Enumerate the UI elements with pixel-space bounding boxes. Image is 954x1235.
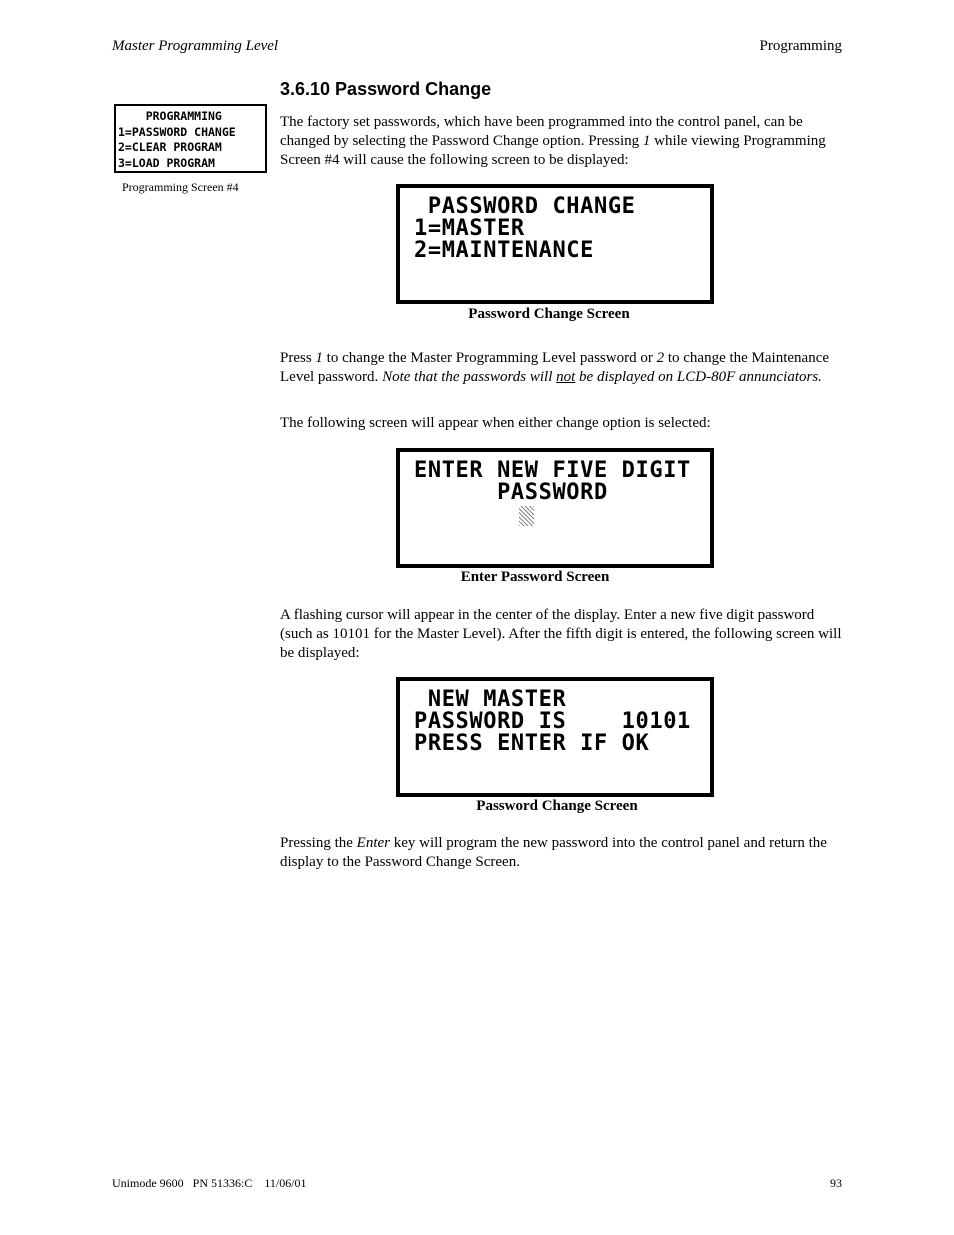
lcd-line: PASSWORD [414, 480, 608, 505]
paragraph-following: The following screen will appear when either change option is selected: [280, 415, 711, 431]
lcd-line: 1=PASSWORD CHANGE [118, 124, 236, 139]
programming-screen-caption: Programming Screen #4 [122, 180, 239, 194]
paragraph-enter: Pressing the Enter key will program the new password into the control panel and return the display to the Password Change Screen. [280, 835, 827, 870]
programming-screen-4 [114, 104, 267, 173]
header-left: Master Programming Level [112, 38, 279, 54]
paragraph-cursor: A flashing cursor will appear in the center of the display. Enter a new five digit password (such as 10101 for the Master Level). After the fifth digit is entered, the following screen will be displayed: [280, 607, 842, 661]
lcd-line: 1=MASTER [414, 216, 525, 241]
paragraph-intro: The factory set passwords, which have been programmed into the control panel, can be changed by selecting the Password Change option. Pressing 1 while viewing Programming Screen #4 will cause the following screen to be displayed: [280, 114, 826, 168]
new-master-password-screen [396, 677, 714, 797]
section-title: 3.6.10 Password Change [280, 79, 492, 99]
lcd-line: NEW MASTER [414, 687, 567, 712]
password-change-caption: Password Change Screen [468, 306, 630, 322]
enter-password-caption: Enter Password Screen [460, 569, 610, 585]
flashing-cursor [519, 506, 534, 526]
header-right: Programming [759, 38, 842, 54]
password-change-screen [396, 184, 714, 304]
lcd-line: PASSWORD IS 10101 [414, 709, 691, 734]
lcd-line: ENTER NEW FIVE DIGIT [414, 458, 691, 483]
lcd-line: PASSWORD CHANGE [414, 194, 636, 219]
paragraph-press: Press 1 to change the Master Programming Level password or 2 to change the Maintenance Level password. Note that the passwords will not be displayed on LCD-80F annunciators. [280, 350, 830, 385]
lcd-line: 2=MAINTENANCE [414, 238, 594, 263]
lcd-line: PRESS ENTER IF OK [414, 731, 650, 756]
page-number: 93 [830, 1176, 842, 1190]
lcd-line: 3=LOAD PROGRAM [118, 155, 215, 170]
footer-left: Unimode 9600 PN 51336:C 11/06/01 [112, 1176, 307, 1190]
lcd-line: PROGRAMMING [118, 109, 222, 123]
enter-password-screen [396, 448, 714, 568]
password-change-caption-2: Password Change Screen [476, 798, 638, 814]
lcd-line: 2=CLEAR PROGRAM [118, 140, 222, 154]
